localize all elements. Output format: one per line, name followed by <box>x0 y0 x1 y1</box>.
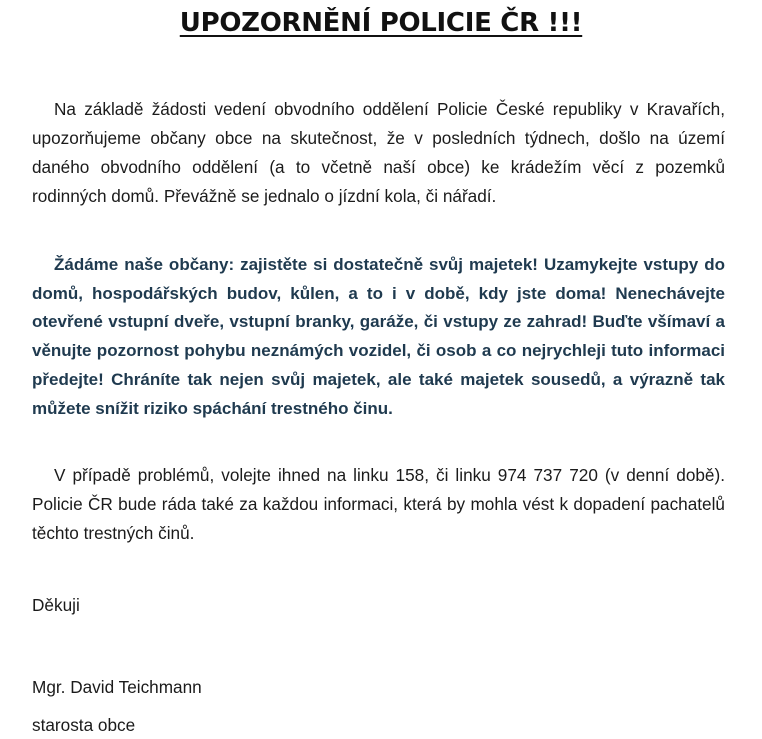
signature-role: starosta obce <box>32 715 136 735</box>
signature-name: Mgr. David Teichmann <box>32 677 202 697</box>
contact-paragraph: V případě problémů, volejte ihned na linku 158, či linku 974 737 720 (v denní době). Policie ČR bude ráda také za každou informaci, která by mohla vést k dopadení pachatelů těchto trestných činů. <box>32 465 725 543</box>
closing-text: Děkuji <box>32 595 80 615</box>
appeal-paragraph: Žádáme naše občany: zajistěte si dostatečně svůj majetek! Uzamykejte vstupy do domů, hospodářských budov, kůlen, a to i v době, kdy jste doma! Nenechávejte otevřené vstupní dveře, vstupní branky, garáže, či vstupy ze zahrad! Buďte všímaví a věnujte pozornost pohybu neznámých vozidel, či osob a co nejrychleji tuto informaci předejte! Chráníte tak nejen svůj majetek, ale také majetek sousedů, a výrazně tak můžete snížit riziko spáchání trestného činu. <box>32 255 725 418</box>
page-title: UPOZORNĚNÍ POLICIE ČR !!! <box>179 8 583 38</box>
intro-paragraph: Na základě žádosti vedení obvodního oddělení Policie České republiky v Kravařích, upozorňujeme občany obce na skutečnost, že v posledních týdnech, došlo na území daného obvodního oddělení (a to včetně naší obce) ke krádežím věcí z pozemků rodinných domů. Převážně se jednalo o jízdní kola, či nářadí. <box>32 99 725 206</box>
